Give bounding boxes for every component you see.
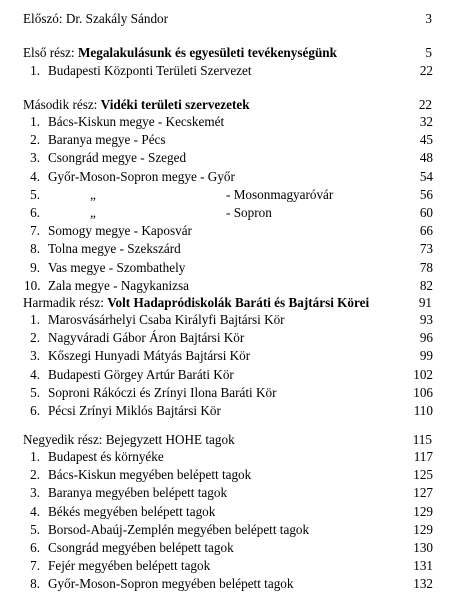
section-heading-text (23, 294, 396, 312)
toc-entry (24, 384, 433, 402)
entry-number: 2. (30, 330, 40, 346)
section-page: 91 (418, 295, 432, 310)
section-prefix: Első rész: (23, 45, 75, 60)
toc-entry (24, 149, 433, 167)
section-heading (23, 431, 432, 449)
section-prefix: Negyedik rész: (23, 432, 103, 447)
entry-number: 4. (30, 366, 40, 382)
section-heading-text (23, 431, 396, 449)
entry-text: - Mosonmagyaróvár (226, 186, 334, 202)
entry-number: 5. (30, 521, 40, 537)
entry-number: 7. (30, 558, 40, 574)
entry-page: 131 (413, 558, 433, 574)
entry-text: Somogy megye - Kaposvár (48, 223, 192, 239)
entry-text: Csongrád megyében belépett tagok (48, 540, 234, 555)
entry-text: Baranya megyében belépett tagok (48, 485, 228, 501)
entry-text: Bács-Kiskun megyében belépett tagok (48, 467, 252, 483)
toc-entry (24, 448, 433, 466)
entry-number: 5. (30, 186, 40, 202)
entry-page: 102 (413, 366, 433, 382)
entry-number: 4. (30, 503, 40, 519)
toc-entry (24, 366, 433, 384)
entry-page: 48 (419, 150, 433, 166)
toc-entry (24, 521, 433, 539)
entry-ditto-mark: „ (90, 205, 96, 220)
entry-number: 7. (30, 223, 40, 239)
entry-number: 8. (30, 241, 40, 257)
section-title: Vidéki területi szervezetek (100, 97, 250, 112)
entry-text: Csongrád megye - Szeged (48, 150, 187, 166)
entry-text: Győr-Moson-Sopron megyében belépett tagok (48, 576, 294, 592)
toc-entry (24, 557, 433, 575)
section-title: Volt Hadapródiskolák Baráti és Bajtársi Körei (107, 295, 370, 310)
entry-text: Budapesti Központi Területi Szervezet (48, 63, 252, 78)
entry-number: 9. (30, 259, 40, 275)
section-heading-text (23, 44, 396, 62)
entry-text: Budapest és környéke (48, 449, 164, 464)
entry-number: 6. (30, 403, 40, 418)
toc-entry (24, 402, 433, 420)
entry-text: Bács-Kiskun megye - Kecskemét (48, 114, 225, 129)
entry-text: Marosvásárhelyi Csaba Királyfi Bajtársi Kör (48, 312, 285, 327)
section-prefix: Harmadik rész: (23, 295, 104, 310)
preface-page: 3 (425, 11, 432, 26)
entry-text: Budapesti Görgey Artúr Baráti Kör (48, 366, 234, 382)
entry-text: Győr-Moson-Sopron megye - Győr (48, 168, 235, 184)
entry-number: 1. (30, 449, 40, 464)
entry-number: 8. (30, 576, 40, 592)
entry-page: 60 (419, 205, 433, 220)
entry-page: 96 (419, 330, 433, 346)
entry-page: 22 (419, 63, 433, 78)
entry-page: 54 (419, 168, 433, 184)
toc-entry (24, 575, 433, 593)
entry-number: 1. (30, 114, 40, 129)
section-prefix: Második rész: (23, 97, 98, 112)
toc-entry (24, 168, 433, 186)
toc-entry (24, 329, 433, 347)
entry-page: 117 (413, 449, 433, 464)
section-title: Megalakulásunk és egyesületi tevékenységünk (77, 45, 337, 60)
entry-page: 125 (413, 467, 433, 483)
entry-text: Vas megye - Szombathely (48, 259, 186, 275)
toc-entry (24, 62, 433, 80)
entry-page: 127 (413, 485, 433, 501)
entry-page: 66 (419, 223, 433, 239)
toc-entry (24, 539, 433, 557)
toc-entry (24, 131, 433, 149)
entry-text: Zala megye - Nagykanizsa (48, 277, 189, 293)
section-page: 115 (412, 432, 432, 447)
entry-text: Baranya megye - Pécs (48, 132, 166, 148)
section-heading (23, 44, 432, 62)
toc-entry (24, 311, 433, 329)
entry-page: 110 (413, 403, 433, 418)
toc-entry (24, 204, 433, 222)
entry-text: Fejér megyében belépett tagok (48, 558, 211, 574)
toc-preface (23, 10, 432, 28)
toc-entry (24, 240, 433, 258)
toc-entry (24, 466, 433, 484)
entry-number: 3. (30, 485, 40, 501)
entry-text: Békés megyében belépett tagok (48, 503, 216, 519)
entry-text: Soproni Rákóczi és Zrínyi Ilona Baráti Kör (48, 384, 277, 400)
entry-page: 129 (413, 503, 433, 519)
section-heading (23, 294, 432, 312)
entry-number: 6. (30, 205, 40, 220)
preface-text: Előszó: Dr. Szakály Sándor (23, 11, 169, 26)
entry-number: 1. (30, 312, 40, 327)
section-title: Bejegyzett HOHE tagok (105, 432, 235, 447)
entry-text: Tolna megye - Szekszárd (48, 241, 181, 257)
entry-number: 2. (30, 132, 40, 148)
toc-entry (24, 186, 433, 204)
entry-number: 10. (24, 277, 41, 293)
entry-text: Kőszegi Hunyadi Mátyás Bajtársi Kör (48, 348, 251, 364)
toc-entry (24, 484, 433, 502)
entry-page: 132 (413, 576, 433, 592)
entry-number: 1. (30, 63, 40, 78)
entry-page: 99 (419, 348, 433, 364)
entry-page: 78 (419, 259, 433, 275)
entry-page: 106 (413, 384, 433, 400)
entry-number: 4. (30, 168, 40, 184)
entry-number: 2. (30, 467, 40, 483)
toc-entry (24, 259, 433, 277)
entry-page: 56 (419, 186, 433, 202)
entry-page: 130 (413, 540, 433, 555)
entry-text: Borsod-Abaúj-Zemplén megyében belépett tagok (48, 521, 310, 537)
section-page: 5 (425, 45, 432, 60)
entry-text: Pécsi Zrínyi Miklós Bajtársi Kör (48, 403, 221, 418)
toc-entry (24, 113, 433, 131)
entry-number: 5. (30, 384, 40, 400)
entry-page: 82 (419, 277, 433, 293)
entry-page: 32 (419, 114, 433, 129)
entry-page: 45 (419, 132, 433, 148)
entry-number: 6. (30, 540, 40, 555)
entry-ditto-mark: „ (90, 186, 96, 202)
toc-entry (24, 277, 433, 295)
entry-text: Nagyváradi Gábor Áron Bajtársi Kör (48, 330, 245, 346)
entry-page: 129 (413, 521, 433, 537)
section-heading (23, 96, 432, 114)
entry-page: 73 (419, 241, 433, 257)
toc-entry (24, 222, 433, 240)
entry-number: 3. (30, 150, 40, 166)
section-page: 22 (418, 97, 432, 112)
toc-entry (24, 503, 433, 521)
toc-entry (24, 347, 433, 365)
entry-text: - Sopron (226, 205, 272, 220)
section-heading-text (23, 96, 396, 114)
entry-page: 93 (419, 312, 433, 327)
entry-number: 3. (30, 348, 40, 364)
